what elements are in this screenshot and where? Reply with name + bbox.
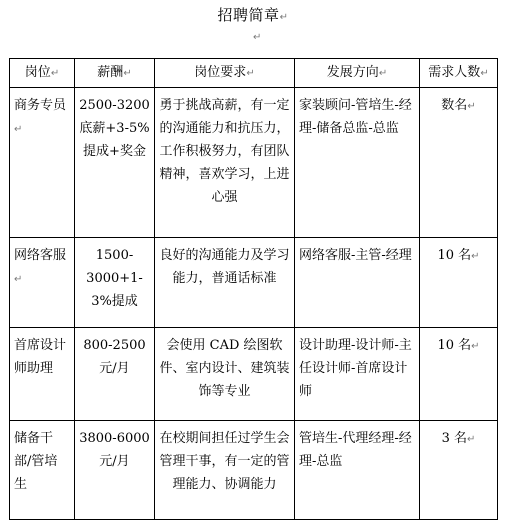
salary-cell: 800-2500元/月 (75, 328, 155, 421)
header-row (10, 59, 498, 88)
header-cell: 岗位要求↵ (155, 59, 295, 88)
table-row (10, 421, 498, 520)
development-cell: 网络客服-主管-经理 (295, 238, 420, 328)
position-cell: 网络客服↵ (10, 238, 75, 328)
salary-cell: 3800-6000元/月 (75, 421, 155, 520)
table-row (10, 328, 498, 421)
paragraph-mark: ↵ (279, 12, 289, 23)
headcount-cell: 10 名↵ (420, 238, 498, 328)
development-cell: 家装顾问-管培生-经理-储备总监-总监 (295, 88, 420, 238)
requirement-cell: 会使用 CAD 绘图软件、室内设计、建筑装饰等专业 (155, 328, 295, 421)
development-cell: 管培生-代理经理-经理-总监 (295, 421, 420, 520)
salary-cell: 2500-3200底薪+3-5%提成+奖金 (75, 88, 155, 238)
title-text: 招聘简章 (217, 6, 280, 24)
document-title (0, 4, 506, 25)
header-cell: 需求人数↵ (420, 59, 498, 88)
position-cell: 首席设计师助理 (10, 328, 75, 421)
headcount-cell: 数名↵ (420, 88, 498, 238)
position-cell: 商务专员↵ (10, 88, 75, 238)
requirement-cell: 良好的沟通能力及学习能力，普通话标准 (155, 238, 295, 328)
headcount-cell: 10 名↵ (420, 328, 498, 421)
headcount-cell: 3 名↵ (420, 421, 498, 520)
salary-cell: 1500-3000+1-3%提成 (75, 238, 155, 328)
requirement-cell: 勇于挑战高薪，有一定的沟通能力和抗压力，工作积极努力，有团队精神，喜欢学习，上进心强 (155, 88, 295, 238)
development-cell: 设计助理-设计师-主任设计师-首席设计师 (295, 328, 420, 421)
header-cell: 薪酬↵ (75, 59, 155, 88)
table-row (10, 88, 498, 238)
recruitment-table (9, 58, 498, 520)
paragraph-mark: ↵ (253, 32, 262, 43)
table-row (10, 238, 498, 328)
header-cell: 发展方向↵ (295, 59, 420, 88)
header-cell: 岗位↵ (10, 59, 75, 88)
position-cell: 储备干部/管培生 (10, 421, 75, 520)
requirement-cell: 在校期间担任过学生会管理干事，有一定的管理能力、协调能力 (155, 421, 295, 520)
